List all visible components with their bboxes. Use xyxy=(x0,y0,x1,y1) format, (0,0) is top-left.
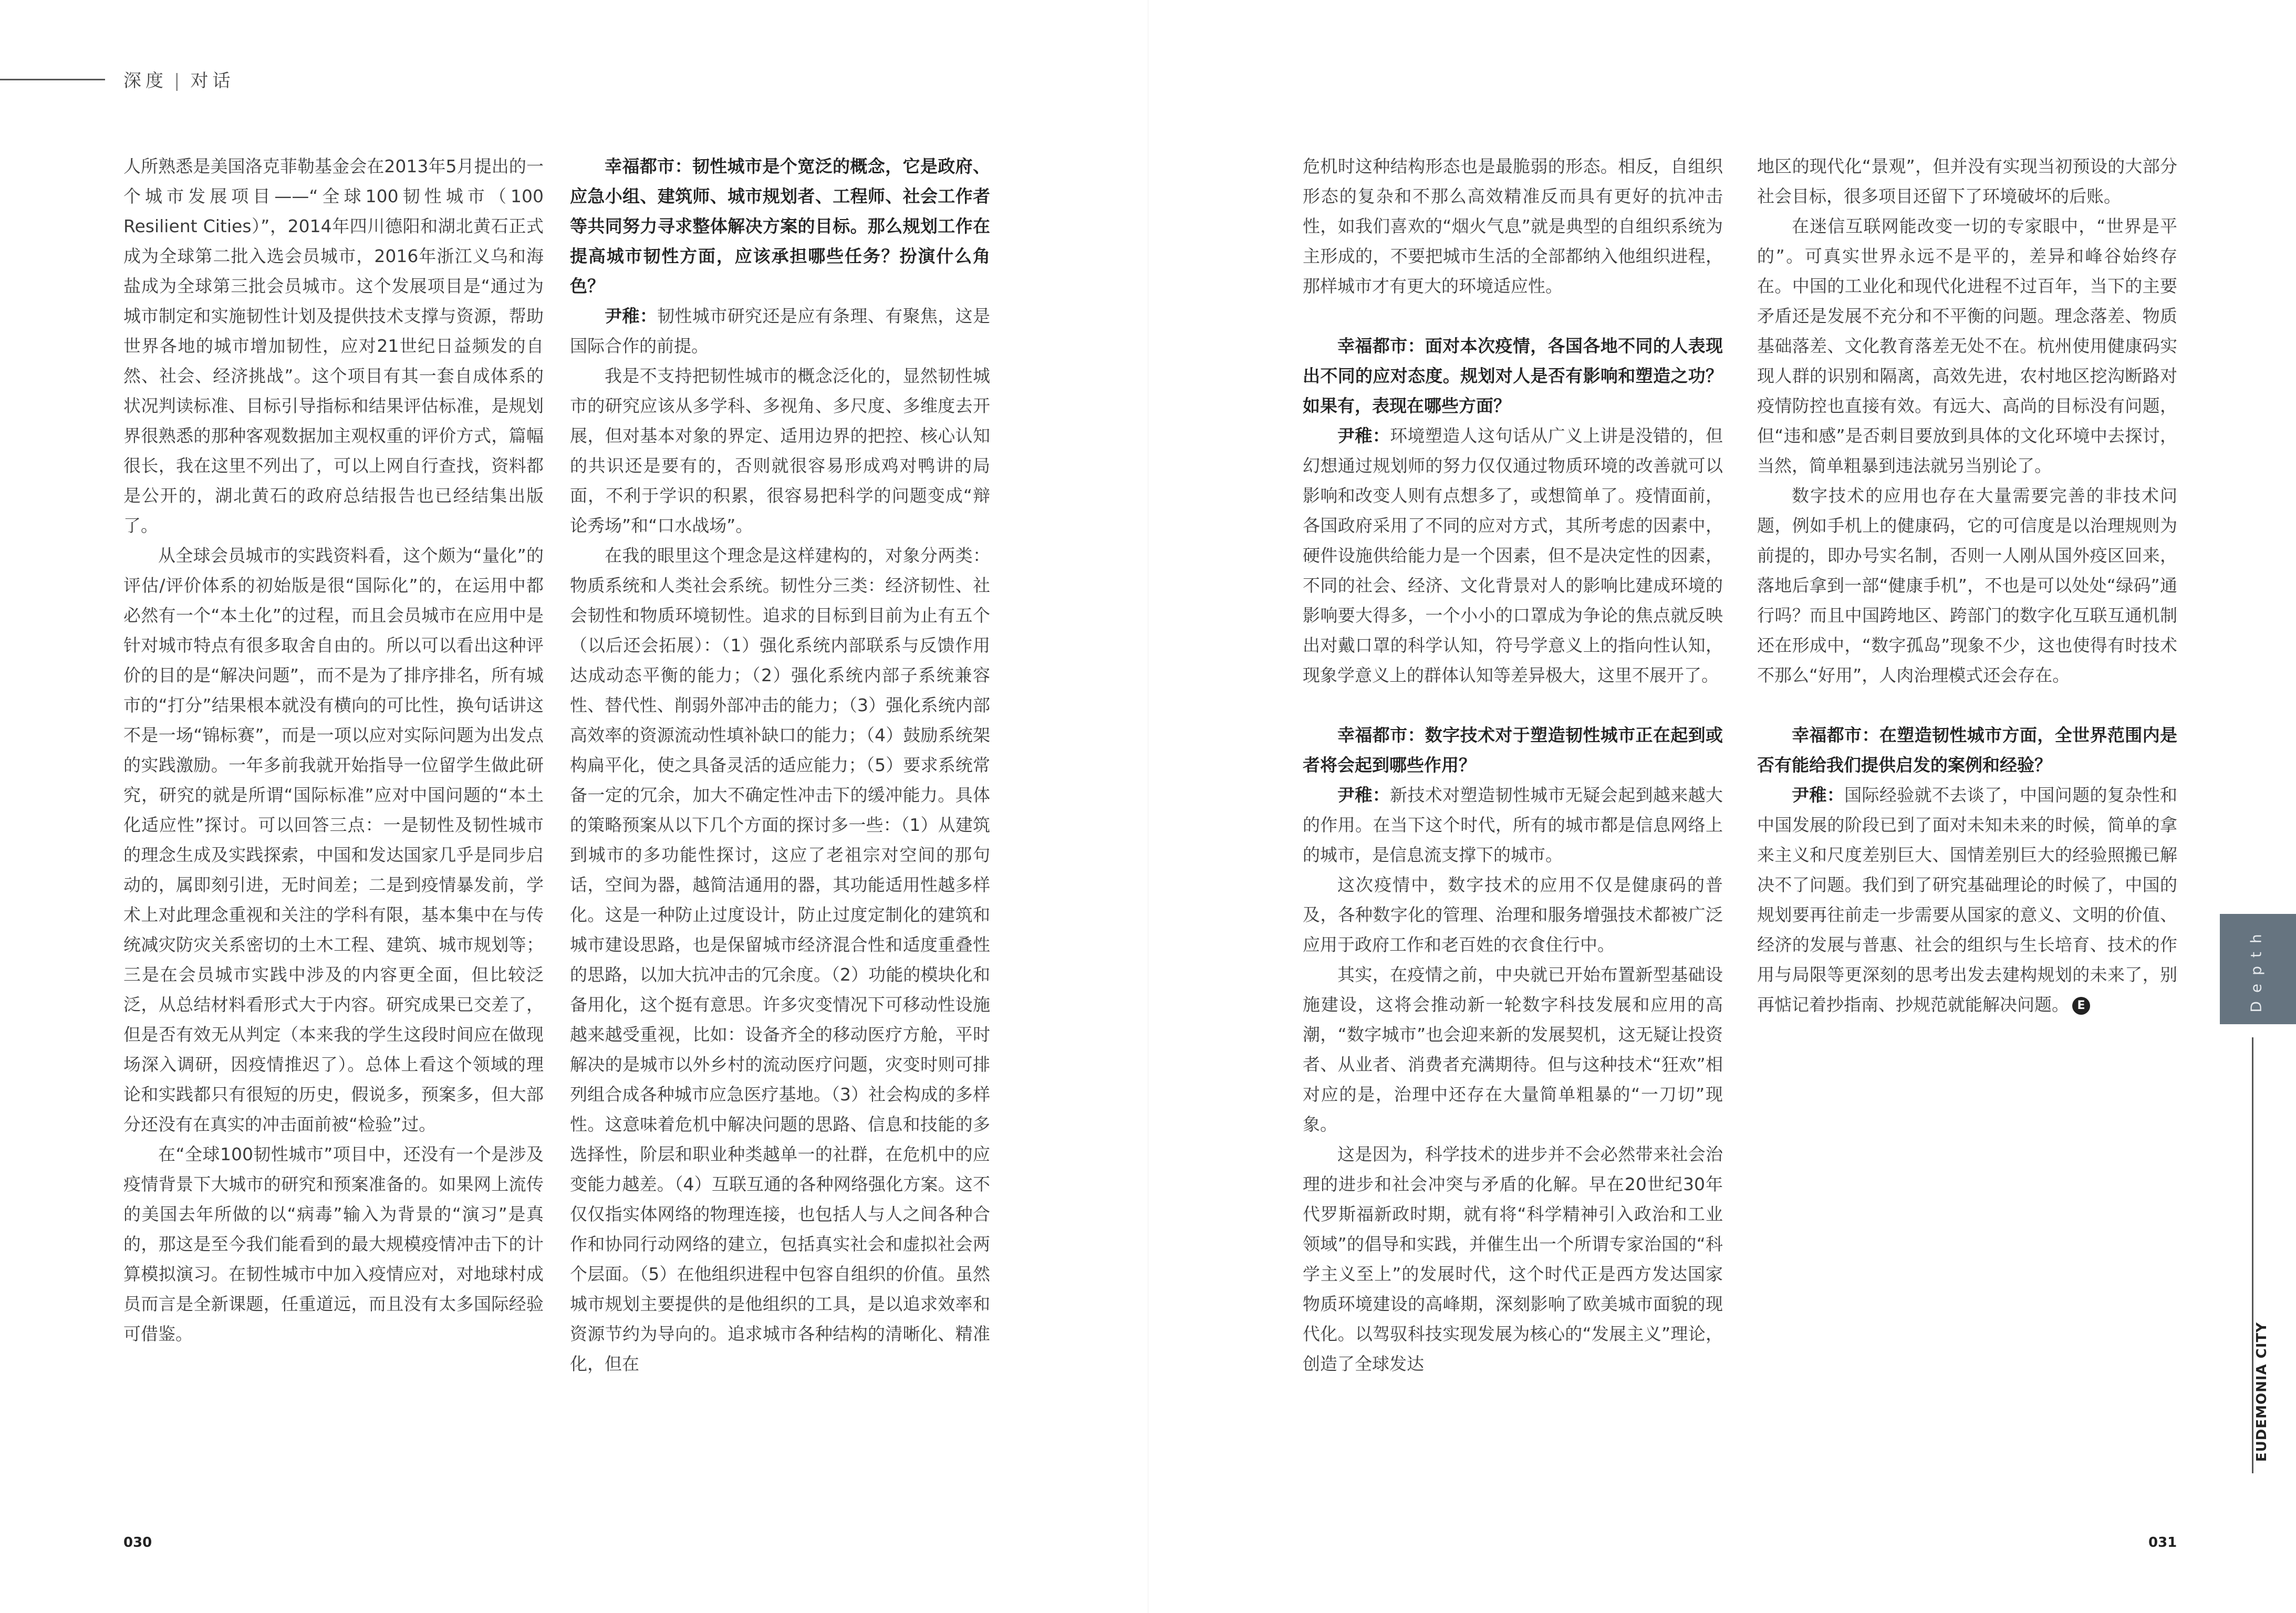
column-2 xyxy=(570,151,990,1379)
spacer xyxy=(1303,690,1723,720)
column-4 xyxy=(1757,151,2177,1019)
header-rule xyxy=(0,79,105,80)
paragraph: 在“全球100韧性城市”项目中，还没有一个是涉及疫情背景下大城市的研究和预案准备的。如果网上流传的美国去年所做的以“病毒”输入为背景的“演习”是真的，那这是至今我们能看到的最大规模疫情冲击下的计算模拟演习。在韧性城市中加入疫情应对，对地球村成员而言是全新课题，任重道远，而且没有太多国际经验可借鉴。 xyxy=(123,1144,544,1344)
speaker-name: 尹稚： xyxy=(1337,785,1390,805)
paragraph: 从全球会员城市的实践资料看，这个颇为“量化”的评估/评价体系的初始版是很“国际化”的，在运用中都必然有一个“本土化”的过程，而且会员城市在应用中是针对城市特点有很多取舍自由的。所以可以看出这种评价的目的是“解决问题”，而不是为了排序排名，所有城市的“打分”结果根本就没有横向的可比性，换句话讲这不是一场“锦标赛”，而是一项以应对实际问题为出发点的实践激励。一年多前我就开始指导一位留学生做此研究，研究的就是所谓“国际标准”应对中国问题的“本土化适应性”探讨。可以回答三点：一是韧性及韧性城市的理念生成及实践探索，中国和发达国家几乎是同步启动的，属即刻引进，无时间差；二是到疫情暴发前，学术上对此理念重视和关注的学科有限，基本集中在与传统减灾防灾关系密切的土木工程、建筑、城市规划等；三是在会员城市实践中涉及的内容更全面，但比较泛泛，从总结材料看形式大于内容。研究成果已交差了，但是否有效无从判定（本来我的学生这段时间应在做现场深入调研，因疫情推迟了）。总体上看这个领域的理论和实践都只有很短的历史，假说多，预案多，但大部分还没有在真实的冲击面前被“检验”过。 xyxy=(123,545,544,1135)
side-rule xyxy=(2252,1037,2253,1473)
side-tab-label: Depth xyxy=(2247,925,2265,1013)
column-3 xyxy=(1303,151,1723,1379)
interview-question: 幸福都市：韧性城市是个宽泛的概念，它是政府、应急小组、建筑师、城市规划者、工程师、社会工作者等共同努力寻求整体解决方案的目标。那么规划工作在提高城市韧性方面，应该承担哪些任务？扮演什么角色？ xyxy=(570,156,990,296)
answer-text: 国际经验就不去谈了，中国问题的复杂性和中国发展的阶段已到了面对未知未来的时候，简单的拿来主义和尺度差别巨大、国情差别巨大的经验照搬已解决不了问题。我们到了研究基础理论的时候了，中国的规划要再往前走一步需要从国家的意义、文明的价值、经济的发展与普惠、社会的组织与生长培育、技术的作用与局限等更深刻的思考出发去建构规划的未来了，别再惦记着抄指南、抄规范就能解决问题。 xyxy=(1757,785,2178,1015)
column-1 xyxy=(123,151,544,1349)
speaker-name: 尹稚： xyxy=(1337,425,1390,446)
speaker-name: 尹稚： xyxy=(605,306,658,326)
paragraph: 数字技术的应用也存在大量需要完善的非技术问题，例如手机上的健康码，它的可信度是以治理规则为前提的，即办号实名制，否则一人刚从国外疫区回来，落地后拿到一部“健康手机”，不也是可以处处“绿码”通行吗？而且中国跨地区、跨部门的数字化互联互通机制还在形成中，“数字孤岛”现象不少，这也使得有时技术不那么“好用”，人肉治理模式还会存在。 xyxy=(1757,485,2177,685)
subsection-name: 对话 xyxy=(190,70,235,91)
answer-paragraph xyxy=(1303,421,1723,690)
interview-question: 幸福都市：面对本次疫情，各国各地不同的人表现出不同的应对态度。规划对人是否有影响和塑造之功？如果有，表现在哪些方面？ xyxy=(1303,336,1723,416)
paragraph: 其实，在疫情之前，中央就已开始布置新型基础设施建设，这将会推动新一轮数字科技发展和应用的高潮，“数字城市”也会迎来新的发展契机，这无疑让投资者、从业者、消费者充满期待。但与这种技术“狂欢”相对应的是，治理中还存在大量简单粗暴的“一刀切”现象。 xyxy=(1303,964,1723,1135)
end-mark-icon: E xyxy=(2072,997,2090,1015)
answer-text: 韧性城市研究还是应有条理、有聚焦，这是国际合作的前提。 xyxy=(570,306,991,356)
answer-paragraph xyxy=(570,301,990,361)
paragraph: 在迷信互联网能改变一切的专家眼中，“世界是平的”。可真实世界永远不是平的，差异和峰谷始终存在。中国的工业化和现代化进程不过百年，当下的主要矛盾还是发展不充分和不平衡的问题。理念落差、物质基础落差、文化教育落差无处不在。杭州使用健康码实现人群的识别和隔离，高效先进，农村地区挖沟断路对疫情防控也直接有效。有远大、高尚的目标没有问题，但“违和感”是否刺目要放到具体的文化环境中去探讨，当然，简单粗暴到违法就另当别论了。 xyxy=(1757,216,2177,476)
section-name: 深度 xyxy=(123,70,168,91)
page-gutter xyxy=(1148,0,1149,1613)
answer-text: 新技术对塑造韧性城市无疑会起到越来越大的作用。在当下这个时代，所有的城市都是信息网络上的城市，是信息流支撑下的城市。 xyxy=(1303,785,1723,865)
answer-paragraph xyxy=(1303,780,1723,870)
interview-question: 幸福都市：数字技术对于塑造韧性城市正在起到或者将会起到哪些作用？ xyxy=(1303,725,1723,775)
paragraph: 这是因为，科学技术的进步并不会必然带来社会治理的进步和社会冲突与矛盾的化解。早在20世纪30年代罗斯福新政时期，就有将“科学精神引入政治和工业领域”的倡导和实践，并催生出一个所谓专家治国的“科学主义至上”的发展时代，这个时代正是西方发达国家物质环境建设的高峰期，深刻影响了欧美城市面貌的现代化。以驾驭科技实现发展为核心的“发展主义”理论，创造了全球发达 xyxy=(1303,1144,1723,1374)
paragraph: 我是不支持把韧性城市的概念泛化的，显然韧性城市的研究应该从多学科、多视角、多尺度、多维度去开展，但对基本对象的界定、适用边界的把控、核心认知的共识还是要有的，否则就很容易形成鸡对鸭讲的局面，不利于学识的积累，很容易把科学的问题变成“辩论秀场”和“口水战场”。 xyxy=(570,366,990,536)
answer-text: 环境塑造人这句话从广义上讲是没错的，但幻想通过规划师的努力仅仅通过物质环境的改善就可以影响和改变人则有点想多了，或想简单了。疫情面前，各国政府采用了不同的应对方式，其所考虑的因素中，硬件设施供给能力是一个因素，但不是决定性的因素，不同的社会、经济、文化背景对人的影响比建成环境的影响要大得多，一个小小的口罩成为争论的焦点就反映出对戴口罩的科学认知，符号学意义上的指向性认知，现象学意义上的群体认知等差异极大，这里不展开了。 xyxy=(1303,425,1723,685)
section-separator: | xyxy=(174,70,184,91)
paragraph: 危机时这种结构形态也是最脆弱的形态。相反，自组织形态的复杂和不那么高效精准反而具有更好的抗冲击性，如我们喜欢的“烟火气息”就是典型的自组织系统为主形成的，不要把城市生活的全部都纳入他组织进程，那样城市才有更大的环境适应性。 xyxy=(1303,156,1723,296)
section-title xyxy=(123,66,234,92)
page-number-left: 030 xyxy=(123,1535,152,1550)
answer-paragraph xyxy=(1757,780,2177,1019)
paragraph: 地区的现代化“景观”，但并没有实现当初预设的大部分社会目标，很多项目还留下了环境破坏的后账。 xyxy=(1757,156,2177,206)
page-number-right: 031 xyxy=(2148,1535,2177,1550)
spacer xyxy=(1757,690,2177,720)
spacer xyxy=(1303,301,1723,331)
paragraph: 这次疫情中，数字技术的应用不仅是健康码的普及，各种数字化的管理、治理和服务增强技术都被广泛应用于政府工作和老百姓的衣食住行中。 xyxy=(1303,875,1723,955)
interview-question: 幸福都市：在塑造韧性城市方面，全世界范围内是否有能给我们提供启发的案例和经验？ xyxy=(1757,725,2177,775)
paragraph: 在我的眼里这个理念是这样建构的，对象分两类：物质系统和人类社会系统。韧性分三类：经济韧性、社会韧性和物质环境韧性。追求的目标到目前为止有五个（以后还会拓展）：（1）强化系统内部联系与反馈作用达成动态平衡的能力；（2）强化系统内部子系统兼容性、替代性、削弱外部冲击的能力；（3）强化系统内部高效率的资源流动性填补缺口的能力；（4）鼓励系统架构扁平化，使之具备灵活的适应能力；（5）要求系统常备一定的冗余，加大不确定性冲击下的缓冲能力。具体的策略预案从以下几个方面的探讨多一些：（1）从建筑到城市的多功能性探讨，这应了老祖宗对空间的那句话，空间为器，越简洁通用的器，其功能适用性越多样化。这是一种防止过度设计，防止过度定制化的建筑和城市建设思路，也是保留城市经济混合性和适度重叠性的思路，以加大抗冲击的冗余度。（2）功能的模块化和备用化，这个挺有意思。许多灾变情况下可移动性设施越来越受重视，比如：设备齐全的移动医疗方舱，平时解决的是城市以外乡村的流动医疗问题，灾变时则可排列组合成各种城市应急医疗基地。（3）社会构成的多样性。这意味着危机中解决问题的思路、信息和技能的多选择性，阶层和职业种类越单一的社群，在危机中的应变能力越差。（4）互联互通的各种网络强化方案。这不仅仅指实体网络的物理连接，也包括人与人之间各种合作和协同行动网络的建立，包括真实社会和虚拟社会两个层面。（5）在他组织进程中包容自组织的价值。虽然城市规划主要提供的是他组织的工具，是以追求效率和资源节约为导向的。追求城市各种结构的清晰化、精准化，但在 xyxy=(570,545,990,1374)
speaker-name: 尹稚： xyxy=(1792,785,1845,805)
side-brand: EUDEMONIA CITY xyxy=(2254,1321,2270,1462)
paragraph: 人所熟悉是美国洛克菲勒基金会在2013年5月提出的一个城市发展项目——“全球100韧性城市（100 Resilient Cities）”，2014年四川德阳和湖北黄石正式成为全球第二批入选会员城市，2016年浙江义乌和海盐成为全球第三批会员城市。这个发展项目是“通过为城市制定和实施韧性计划及提供技术支撑与资源，帮助世界各地的城市增加韧性，应对21世纪日益频发的自然、社会、经济挑战”。这个项目有其一套自成体系的状况判读标准、目标引导指标和结果评估标准，是规划界很熟悉的那种客观数据加主观权重的评价方式，篇幅很长，我在这里不列出了，可以上网自行查找，资料都是公开的，湖北黄石的政府总结报告也已经结集出版了。 xyxy=(123,156,544,536)
